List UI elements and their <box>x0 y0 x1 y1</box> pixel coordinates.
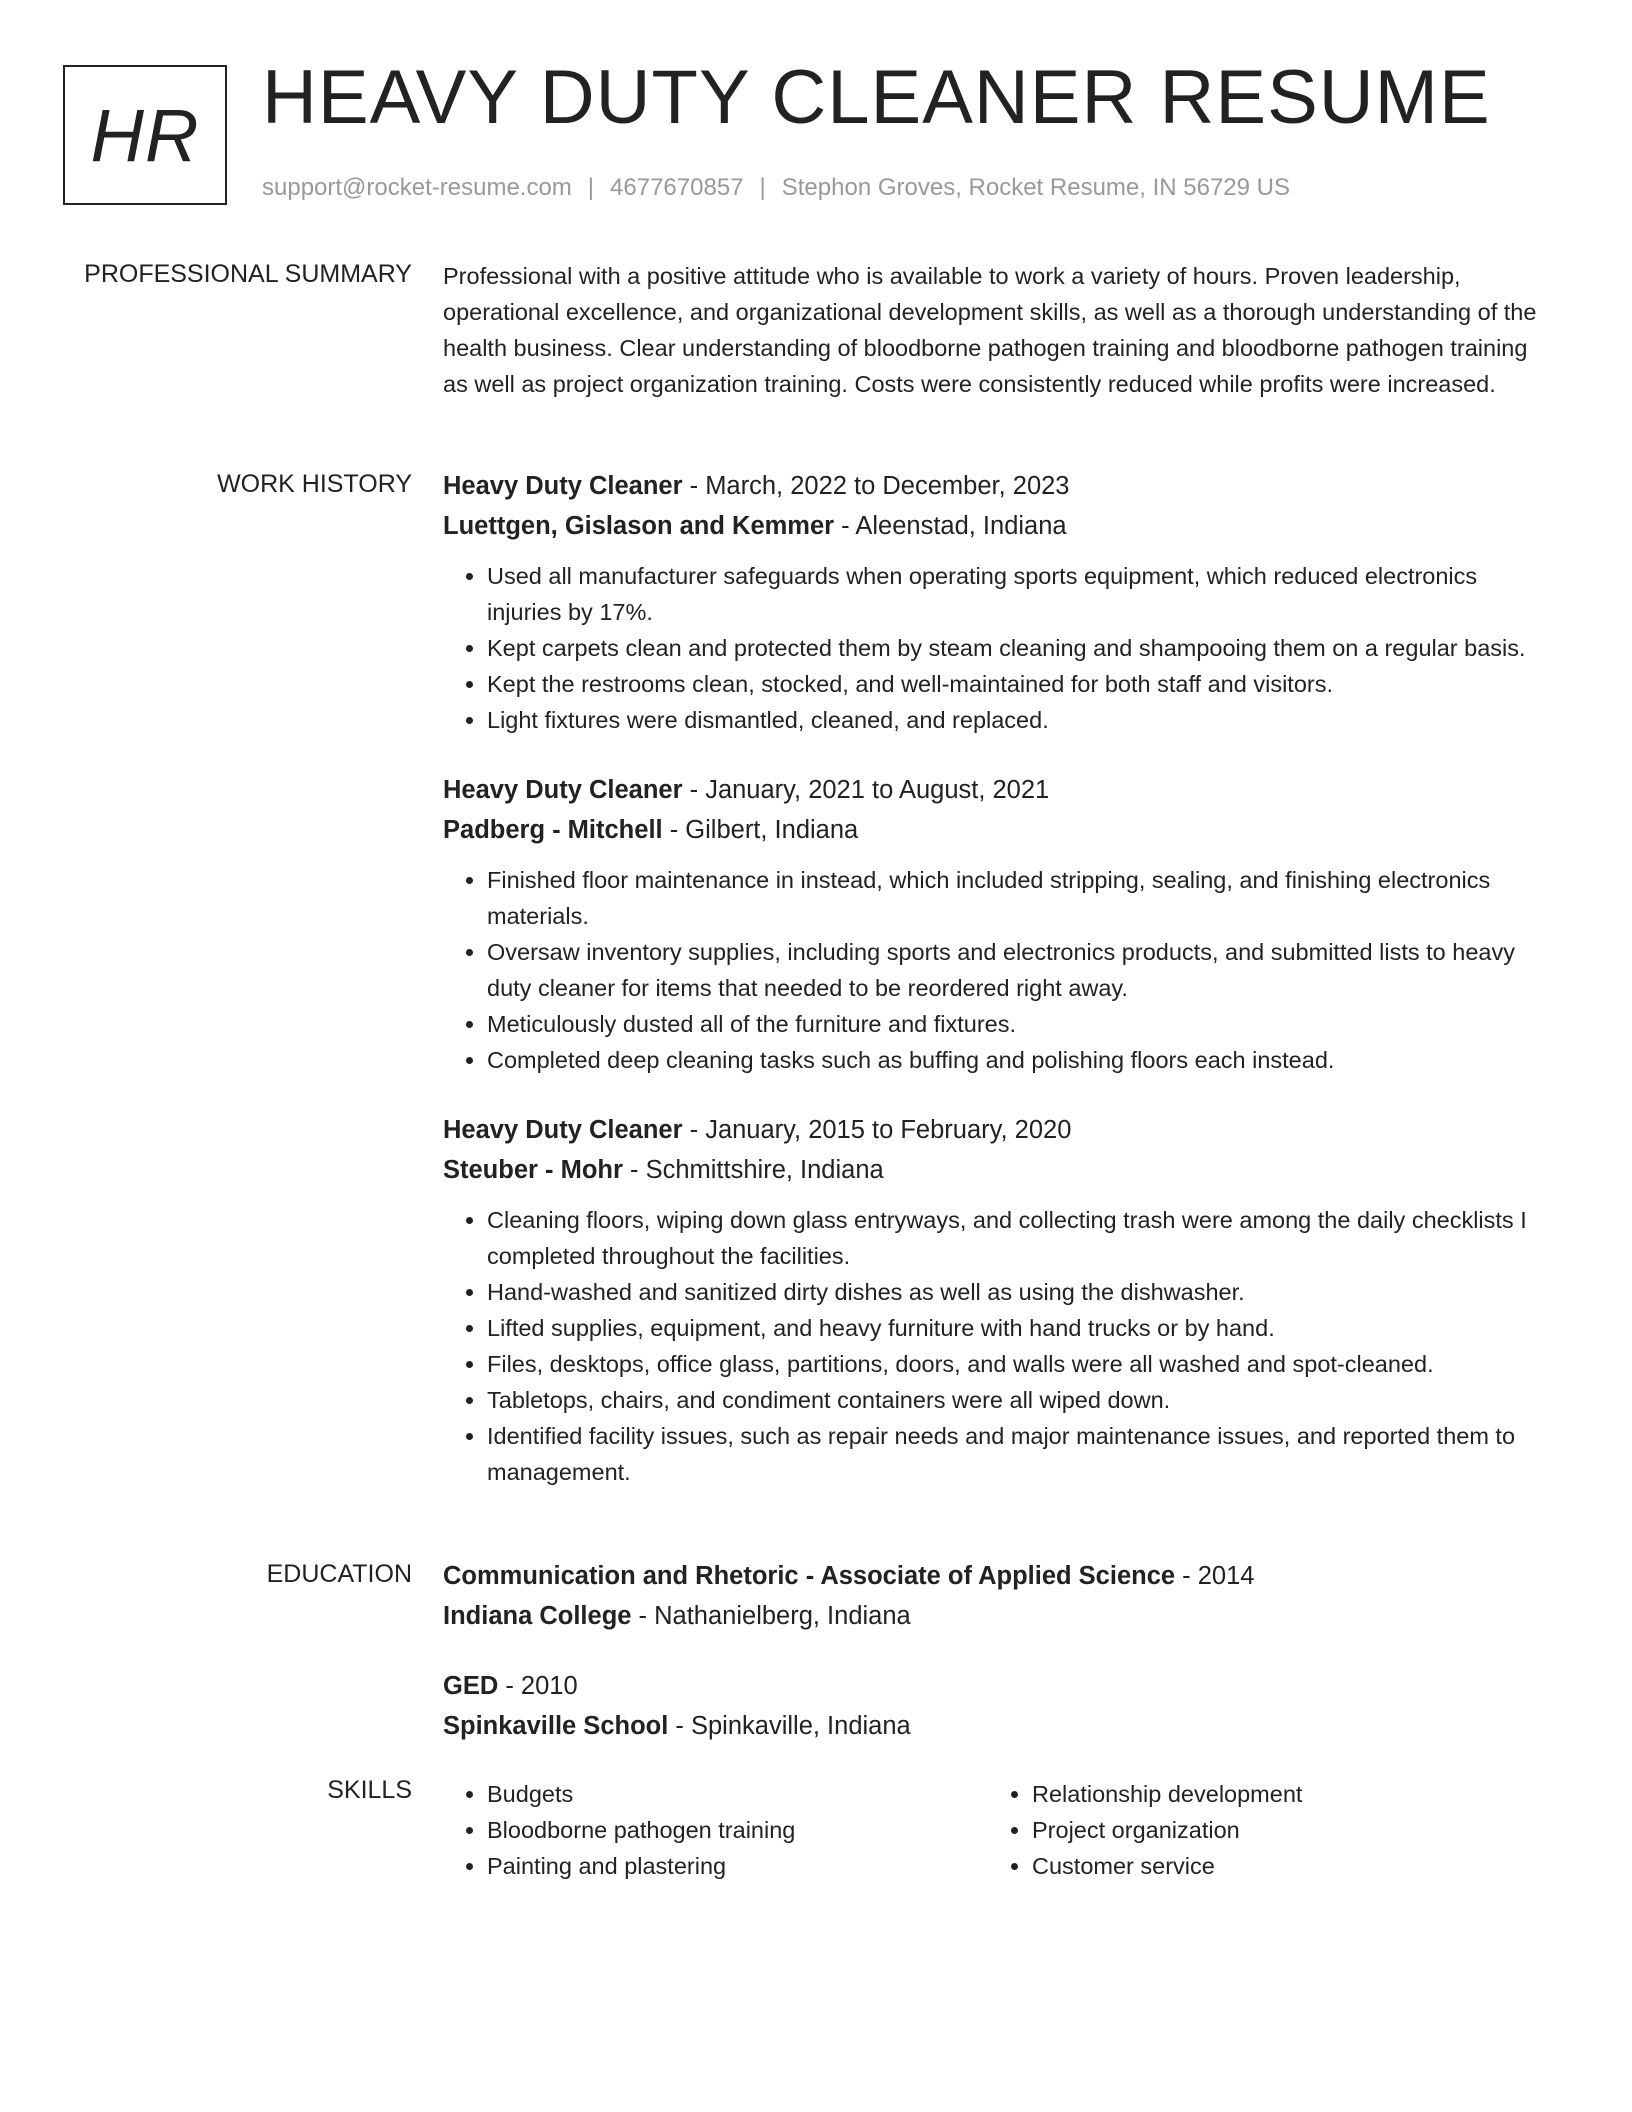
contact-phone: 4677670857 <box>610 174 744 201</box>
work-history-label: WORK HISTORY <box>217 470 412 498</box>
job-bullet: • Completed deep cleaning tasks such as buffing and polishing floors each instead. <box>487 1042 1553 1078</box>
education-location: - Spinkaville, Indiana <box>668 1712 911 1740</box>
job-location: - Gilbert, Indiana <box>662 816 859 844</box>
job-dates: - January, 2015 to February, 2020 <box>682 1116 1072 1144</box>
monogram: HR <box>63 65 227 205</box>
education-year: - 2010 <box>498 1672 578 1700</box>
job-company: Luettgen, Gislason and Kemmer <box>443 512 835 540</box>
education-entry <box>443 1666 1553 1746</box>
education-school: Spinkaville School <box>443 1712 669 1740</box>
skills-list-right <box>988 1776 1533 1884</box>
job-bullet: • Finished floor maintenance in instead, which included stripping, sealing, and finishing electronics materials. <box>487 862 1553 934</box>
education-degree: GED <box>443 1672 499 1700</box>
education-degree: Communication and Rhetoric - Associate of Applied Science <box>443 1562 1176 1590</box>
education-school-line <box>443 1596 1553 1636</box>
job-company: Padberg - Mitchell <box>443 816 663 844</box>
job-title: Heavy Duty Cleaner <box>443 472 683 500</box>
education-location: - Nathanielberg, Indiana <box>631 1602 911 1630</box>
job-title: Heavy Duty Cleaner <box>443 776 683 804</box>
job-entry <box>443 466 1553 738</box>
summary-body <box>443 258 1553 402</box>
job-title-line <box>443 466 1553 506</box>
job-bullet: • Cleaning floors, wiping down glass entryways, and collecting trash were among the daily checklists I completed throughout the facilities. <box>487 1202 1553 1274</box>
job-location: - Schmittshire, Indiana <box>622 1156 884 1184</box>
job-bullet: • Lifted supplies, equipment, and heavy furniture with hand trucks or by hand. <box>487 1310 1553 1346</box>
education-school-line <box>443 1706 1553 1746</box>
job-dates: - January, 2021 to August, 2021 <box>682 776 1050 804</box>
contact-line <box>262 174 1290 202</box>
job-company-line <box>443 1150 1553 1190</box>
job-bullet: • Kept carpets clean and protected them by steam cleaning and shampooing them on a regular basis. <box>487 630 1553 666</box>
skills-list-left <box>443 1776 988 1884</box>
job-entry <box>443 1110 1553 1490</box>
skill-item: • Painting and plastering <box>487 1848 988 1884</box>
skill-item: • Relationship development <box>1032 1776 1533 1812</box>
education-school: Indiana College <box>443 1602 632 1630</box>
job-title-line <box>443 770 1553 810</box>
job-bullet: • Tabletops, chairs, and condiment containers were all wiped down. <box>487 1382 1553 1418</box>
job-bullet: • Kept the restrooms clean, stocked, and well-maintained for both staff and visitors. <box>487 666 1553 702</box>
work-history-body <box>443 466 1553 1522</box>
job-entry <box>443 770 1553 1078</box>
education-body <box>443 1556 1553 1776</box>
education-degree-line <box>443 1556 1553 1596</box>
job-bullets <box>443 558 1553 738</box>
job-bullets <box>443 1202 1553 1490</box>
skills-grid <box>443 1776 1553 1884</box>
job-bullet: • Used all manufacturer safeguards when operating sports equipment, which reduced electronics injuries by 17%. <box>487 558 1553 630</box>
job-bullet: • Oversaw inventory supplies, including sports and electronics products, and submitted lists to heavy duty cleaner for items that needed to be reordered right away. <box>487 934 1553 1006</box>
skills-label: SKILLS <box>327 1776 412 1804</box>
contact-separator: | <box>759 174 766 201</box>
contact-email: support@rocket-resume.com <box>262 174 572 201</box>
skill-item: • Customer service <box>1032 1848 1533 1884</box>
skill-item: • Bloodborne pathogen training <box>487 1812 988 1848</box>
resume-title: HEAVY DUTY CLEANER RESUME <box>262 55 1491 140</box>
contact-address: Stephon Groves, Rocket Resume, IN 56729 US <box>781 174 1291 201</box>
job-location: - Aleenstad, Indiana <box>834 512 1067 540</box>
education-label: EDUCATION <box>266 1560 412 1588</box>
summary-text: Professional with a positive attitude who is available to work a variety of hours. Proven leadership, operational excellence, and organizational development skills, as well as a thorough understanding of the health business. Clear understanding of bloodborne pathogen training and bloodborne pathogen training as well as project organization training. Costs were consistently reduced while profits were increased. <box>443 263 1537 397</box>
skill-item: • Budgets <box>487 1776 988 1812</box>
education-entry <box>443 1556 1553 1636</box>
job-company: Steuber - Mohr <box>443 1156 623 1184</box>
summary-label: PROFESSIONAL SUMMARY <box>84 260 412 288</box>
job-dates: - March, 2022 to December, 2023 <box>682 472 1070 500</box>
job-company-line <box>443 810 1553 850</box>
job-company-line <box>443 506 1553 546</box>
education-year: - 2014 <box>1175 1562 1255 1590</box>
job-bullets <box>443 862 1553 1078</box>
job-bullet: • Identified facility issues, such as repair needs and major maintenance issues, and reported them to management. <box>487 1418 1553 1490</box>
skill-item: • Project organization <box>1032 1812 1533 1848</box>
job-bullet: • Files, desktops, office glass, partitions, doors, and walls were all washed and spot-cleaned. <box>487 1346 1553 1382</box>
job-title: Heavy Duty Cleaner <box>443 1116 683 1144</box>
job-bullet: • Hand-washed and sanitized dirty dishes as well as using the dishwasher. <box>487 1274 1553 1310</box>
education-degree-line <box>443 1666 1553 1706</box>
job-bullet: • Light fixtures were dismantled, cleaned, and replaced. <box>487 702 1553 738</box>
job-title-line <box>443 1110 1553 1150</box>
contact-separator: | <box>587 174 595 201</box>
job-bullet: • Meticulously dusted all of the furniture and fixtures. <box>487 1006 1553 1042</box>
skills-body <box>443 1776 1553 1884</box>
